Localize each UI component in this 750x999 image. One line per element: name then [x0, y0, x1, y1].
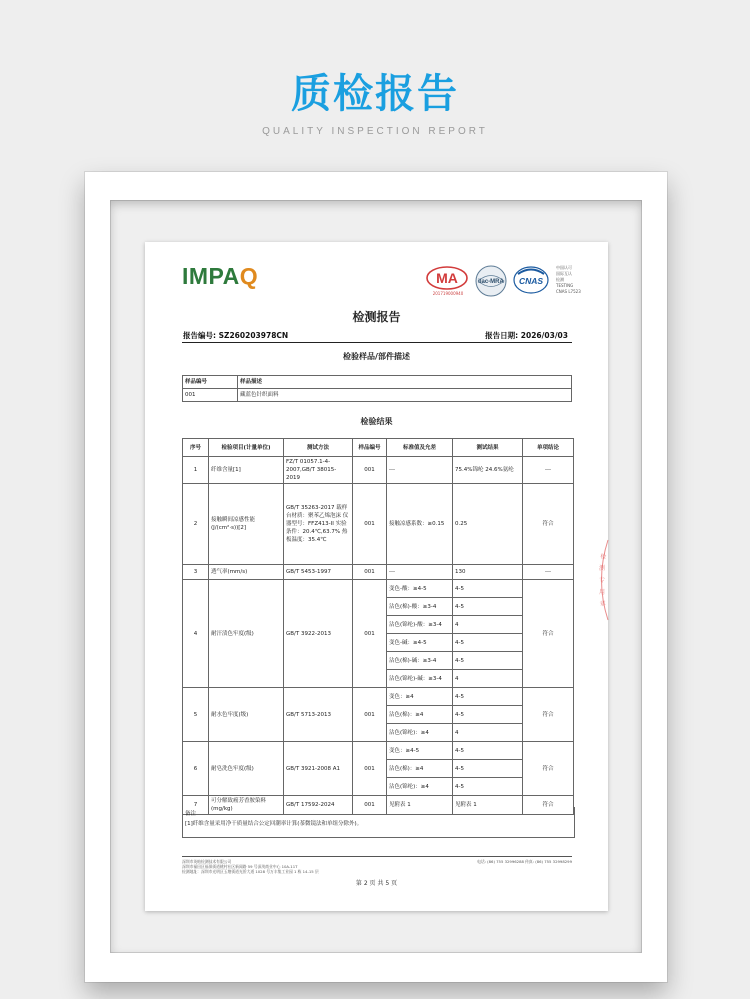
result-method: GB/T 17592-2024 — [284, 796, 353, 815]
accreditation-text: 中国认可 国际互认 检测 TESTING CNAS L7523 — [556, 265, 581, 294]
page-title: 质检报告 — [291, 71, 459, 117]
table-row — [183, 389, 572, 402]
result-item: 耐汗渍色牢度(级) — [209, 580, 284, 688]
table-row — [183, 688, 574, 706]
result-standard: 变色：≥4 — [387, 688, 453, 706]
result-method: GB/T 5453-1997 — [284, 565, 353, 580]
svg-text:MA: MA — [436, 270, 458, 286]
result-standard: 沾色(锦纶)：≥4 — [387, 724, 453, 742]
svg-text:章: 章 — [599, 600, 607, 608]
result-standard: --- — [387, 565, 453, 580]
result-verdict: --- — [523, 457, 574, 484]
report-date: 报告日期: 2026/03/03 — [485, 331, 568, 340]
col-header-verdict: 单项结论 — [523, 439, 574, 457]
result-value: 4 — [453, 670, 523, 688]
result-method: GB/T 3922-2013 — [284, 580, 353, 688]
result-no: 2 — [183, 484, 209, 565]
footer-address: 深圳市英帕检测技术有限公司 深圳市福田区福保街道桃村社区新闻路 59 号深茂商业中心 10A-11T 检测地址：深圳市光明区玉塘街道光侨大道 1028 号万丰集工业园 1 栋 14-15 层 — [182, 859, 319, 874]
footer-contact: 电话: (86) 755 32996288 传真: (86) 755 32998299 — [477, 859, 572, 864]
result-verdict: 符合 — [523, 484, 574, 565]
page-subtitle: QUALITY INSPECTION REPORT — [262, 126, 488, 137]
result-method: GB/T 5713-2013 — [284, 688, 353, 742]
result-value: 见附表 1 — [453, 796, 523, 815]
result-no: 1 — [183, 457, 209, 484]
result-method: GB/T 35263-2017 载样台材质：聚苯乙烯泡沫 仪器型号：FFZ413-II 实验条件：20.4℃,63.7% 热板温度：35.4℃ — [284, 484, 353, 565]
result-method: FZ/T 01057.1-4-2007,GB/T 38015-2019 — [284, 457, 353, 484]
result-value: 75.4%锦纶 24.6%氨纶 — [453, 457, 523, 484]
result-standard: 沾色(锦纶)-酸：≥3-4 — [387, 616, 453, 634]
sample-desc: 藏蓝色针织面料 — [238, 389, 572, 402]
remarks-label: 备注 — [185, 811, 197, 817]
report-number: 报告编号: SZ260203978CN — [183, 331, 289, 340]
table-row — [183, 742, 574, 760]
cma-logo-icon — [426, 266, 468, 290]
sample-header-id: 样品编号 — [183, 376, 238, 389]
result-standard: 沾色(锦纶)：≥4 — [387, 778, 453, 796]
sample-header-desc: 样品描述 — [238, 376, 572, 389]
svg-text:检: 检 — [599, 553, 607, 561]
report-document — [145, 242, 608, 911]
svg-text:CNAS: CNAS — [518, 276, 544, 286]
result-item: 透气率(mm/s) — [209, 565, 284, 580]
result-item: 可分解致癌芳香胺染料(mg/kg) — [209, 796, 284, 815]
result-no: 5 — [183, 688, 209, 742]
picture-frame — [85, 172, 667, 982]
sample-section-title: 检验样品/部件描述 — [343, 352, 410, 361]
result-sample: 001 — [353, 580, 387, 688]
result-standard: 见附表 1 — [387, 796, 453, 815]
document-title: 检测报告 — [352, 310, 401, 324]
result-value: 4-5 — [453, 598, 523, 616]
svg-text:测: 测 — [599, 565, 606, 572]
remarks-box — [182, 807, 575, 838]
svg-text:专: 专 — [599, 577, 606, 584]
result-verdict: 符合 — [523, 580, 574, 688]
table-row — [183, 565, 574, 580]
result-sample: 001 — [353, 484, 387, 565]
result-standard: 变色-碱：≥4-5 — [387, 634, 453, 652]
table-row — [183, 457, 574, 484]
company-logo: IMPAQ — [182, 263, 259, 289]
result-sample: 001 — [353, 565, 387, 580]
table-row — [183, 484, 574, 565]
results-section-title: 检验结果 — [360, 417, 393, 426]
svg-text:ilac-MRA: ilac-MRA — [478, 279, 504, 285]
col-header-result: 测试结果 — [453, 439, 523, 457]
result-item: 纤维含量[1] — [209, 457, 284, 484]
result-standard: 接触凉感系数：≥0.15 — [387, 484, 453, 565]
result-value: 4-5 — [453, 760, 523, 778]
col-header-standard: 标准值及允差 — [387, 439, 453, 457]
page-number: 第 2 页 共 5 页 — [355, 880, 398, 887]
table-row — [183, 580, 574, 598]
col-header-method: 测试方法 — [284, 439, 353, 457]
frame-mat — [110, 200, 642, 953]
result-verdict: 符合 — [523, 796, 574, 815]
result-value: 130 — [453, 565, 523, 580]
result-standard: 沾色(棉)-酸：≥3-4 — [387, 598, 453, 616]
result-verdict: 符合 — [523, 742, 574, 796]
result-no: 3 — [183, 565, 209, 580]
result-value: 4-5 — [453, 706, 523, 724]
footer-divider — [182, 856, 572, 857]
header-divider — [182, 342, 572, 343]
result-value: 4-5 — [453, 652, 523, 670]
result-sample: 001 — [353, 742, 387, 796]
result-no: 6 — [183, 742, 209, 796]
sample-id: 001 — [183, 389, 238, 402]
result-method: GB/T 3921-2008 A1 — [284, 742, 353, 796]
result-item: 耐皂洗色牢度(级) — [209, 742, 284, 796]
result-standard: 沾色(棉)-碱：≥3-4 — [387, 652, 453, 670]
result-standard: --- — [387, 457, 453, 484]
result-value: 4 — [453, 724, 523, 742]
sample-table — [182, 375, 572, 402]
result-standard: 沾色(棉)：≥4 — [387, 706, 453, 724]
col-header-item: 检验项目(计量单位) — [209, 439, 284, 457]
result-value: 0.25 — [453, 484, 523, 565]
result-item: 接触瞬间凉感性能(J/(cm²·s))[2] — [209, 484, 284, 565]
remarks-text: [1]纤维含量采用净干质量结合公定回潮率计算(茶微镜法和单组分除外)。 — [185, 821, 363, 827]
result-no: 4 — [183, 580, 209, 688]
result-standard: 变色：≥4-5 — [387, 742, 453, 760]
result-standard: 变色-酸：≥4-5 — [387, 580, 453, 598]
result-standard: 沾色(锦纶)-碱：≥3-4 — [387, 670, 453, 688]
col-header-sample: 样品编号 — [353, 439, 387, 457]
result-verdict: --- — [523, 565, 574, 580]
result-value: 4 — [453, 616, 523, 634]
result-sample: 001 — [353, 688, 387, 742]
cma-number: 201719000940 — [432, 291, 464, 296]
inspection-stamp-icon — [597, 538, 609, 622]
result-value: 4-5 — [453, 742, 523, 760]
result-sample: 001 — [353, 796, 387, 815]
result-verdict: 符合 — [523, 688, 574, 742]
result-value: 4-5 — [453, 688, 523, 706]
result-value: 4-5 — [453, 778, 523, 796]
result-sample: 001 — [353, 457, 387, 484]
result-value: 4-5 — [453, 634, 523, 652]
results-table — [182, 438, 574, 815]
result-no: 7 — [183, 796, 209, 815]
ilac-mra-logo-icon — [474, 264, 508, 298]
result-value: 4-5 — [453, 580, 523, 598]
cnas-logo-icon — [513, 265, 549, 295]
result-standard: 沾色(棉)：≥4 — [387, 760, 453, 778]
result-item: 耐水色牢度(级) — [209, 688, 284, 742]
col-header-no: 序号 — [183, 439, 209, 457]
svg-text:用: 用 — [599, 589, 606, 596]
